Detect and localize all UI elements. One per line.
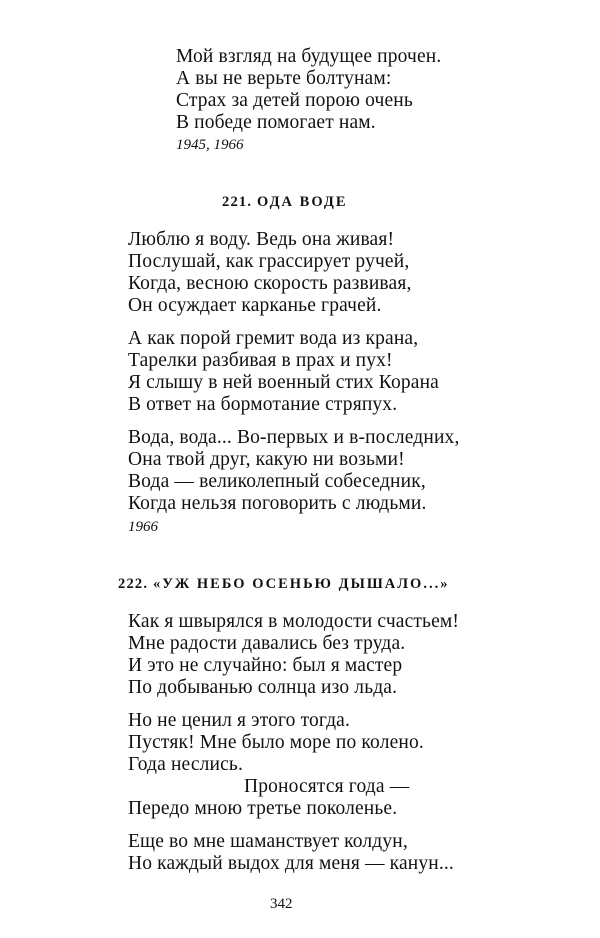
verse-line: Года неслись. — [128, 754, 243, 775]
verse-line: Когда, весною скорость развивая, — [128, 273, 412, 294]
verse-line: Еще во мне шаманствует колдун, — [128, 831, 408, 852]
verse-line: Передо мною третье поколенье. — [128, 798, 398, 819]
verse-line: Вода — великолепный собеседник, — [128, 471, 426, 492]
poem-title: ОДА ВОДЕ — [257, 194, 348, 210]
poem-date: 1966 — [128, 519, 158, 535]
poem-heading — [118, 575, 449, 593]
poem-date: 1945, 1966 — [176, 137, 244, 153]
page-number: 342 — [270, 896, 293, 912]
verse-line: Страх за детей порою очень — [176, 90, 413, 111]
verse-line: По добыванью солнца изо льда. — [128, 677, 398, 698]
verse-line: Я слышу в ней военный стих Корана — [128, 372, 439, 393]
verse-line: В победе помогает нам. — [176, 112, 376, 133]
poem-title: «УЖ НЕБО ОСЕНЬЮ ДЫШАЛО...» — [153, 576, 450, 592]
verse-line: Пустяк! Мне было море по колено. — [128, 732, 424, 753]
verse-line: А вы не верьте болтунам: — [176, 68, 392, 89]
verse-line: Мой взгляд на будущее прочен. — [176, 46, 442, 67]
verse-line: Мне радости давались без труда. — [128, 633, 406, 654]
verse-line: Он осуждает карканье грачей. — [128, 295, 382, 316]
verse-line: Люблю я воду. Ведь она живая! — [128, 229, 395, 250]
verse-line: Как я швырялся в молодости счастьем! — [128, 611, 460, 632]
verse-line: А как порой гремит вода из крана, — [128, 328, 419, 349]
verse-line: Когда нельзя поговорить с людьми. — [128, 493, 427, 514]
verse-line: Послушай, как грассирует ручей, — [128, 251, 410, 272]
verse-line: Тарелки разбивая в прах и пух! — [128, 350, 393, 371]
poem-number: 221. — [222, 194, 253, 210]
poem-heading — [222, 193, 348, 211]
verse-line-indented: Проносятся года — — [244, 776, 410, 797]
verse-line: Но каждый выдох для меня — канун... — [128, 853, 454, 874]
verse-line: И это не случайно: был я мастер — [128, 655, 403, 676]
verse-line: Вода, вода... Во-первых и в-последних, — [128, 427, 460, 448]
verse-line: В ответ на бормотание стряпух. — [128, 394, 398, 415]
verse-line: Но не ценил я этого тогда. — [128, 710, 350, 731]
verse-line: Она твой друг, какую ни возьми! — [128, 449, 405, 470]
poem-number: 222. — [118, 576, 149, 592]
